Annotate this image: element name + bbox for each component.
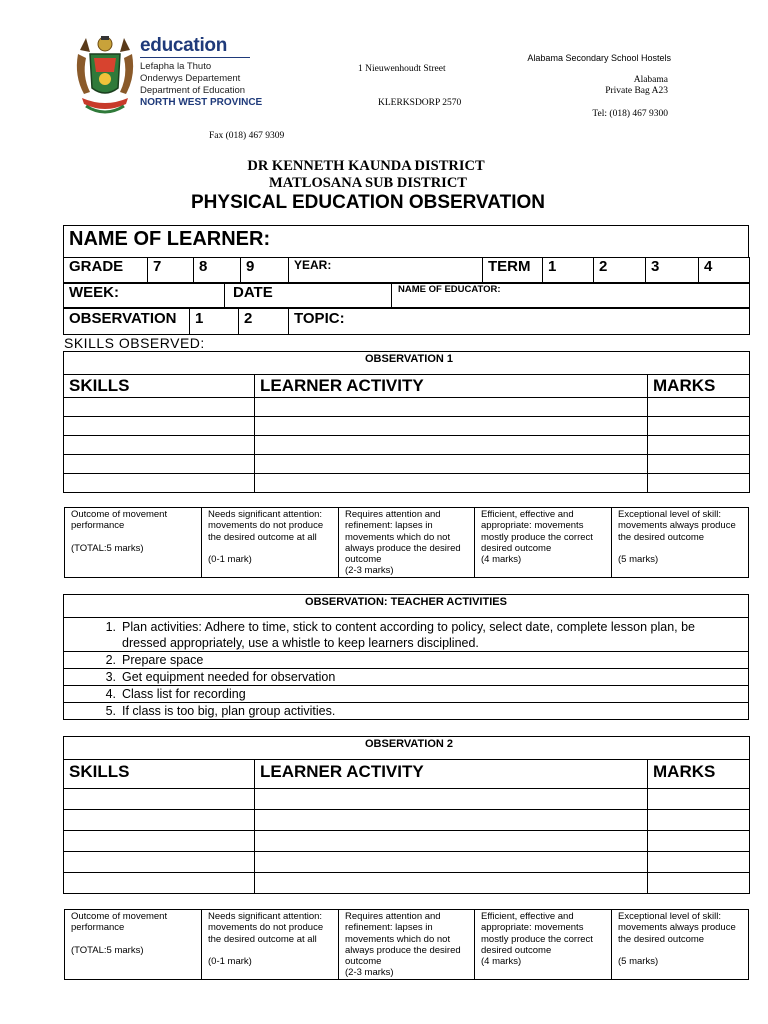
- obs2-activity-cell[interactable]: [255, 852, 648, 873]
- obs1-skills-header: SKILLS: [64, 375, 255, 398]
- topic-field[interactable]: TOPIC:: [289, 308, 750, 335]
- term-4-option[interactable]: 4: [699, 258, 750, 284]
- teacher-activity-number: 4.: [105, 687, 116, 701]
- rubric-refinement-text: Requires attention and refinement: lapses in movements which do not always produce the desired outcome: [345, 911, 461, 968]
- obs2-activity-cell[interactable]: [255, 810, 648, 831]
- teacher-activity-text: Plan activities: Adhere to time, stick to content according to policy, select date, complete lesson plan, be dressed appropriately, use a whistle to keep learners disciplined.: [122, 620, 695, 650]
- address-fax: Fax (018) 467 9309: [209, 131, 285, 141]
- rubric-exceptional-cell: [612, 910, 749, 980]
- rubric-total: (TOTAL:5 marks): [71, 542, 144, 554]
- rubric-efficient-marks: (4 marks): [481, 956, 522, 968]
- week-row: [63, 282, 750, 309]
- rubric-efficient-text: Efficient, effective and appropriate: movements mostly produce the correct desired outcome: [481, 911, 593, 956]
- obs1-activity-cell[interactable]: [255, 474, 648, 493]
- district-heading: DR KENNETH KAUNDA DISTRICT: [247, 158, 485, 174]
- obs1-activity-cell[interactable]: [255, 398, 648, 417]
- teacher-activity-text: If class is too big, plan group activities.: [122, 704, 336, 718]
- obs1-skill-cell[interactable]: [64, 436, 255, 455]
- rubric-refinement-cell: [339, 508, 475, 578]
- date-field[interactable]: DATE: [225, 283, 392, 309]
- rubric-table-2: [64, 909, 749, 980]
- obs2-marks-cell[interactable]: [648, 873, 750, 894]
- rubric-total: (TOTAL:5 marks): [71, 944, 144, 956]
- obs2-marks-cell[interactable]: [648, 789, 750, 810]
- obs1-marks-cell[interactable]: [648, 436, 750, 455]
- rubric-needs-attention-marks: (0-1 mark): [208, 955, 252, 967]
- rubric-outcome-cell: [65, 910, 202, 980]
- obs2-skill-cell[interactable]: [64, 852, 255, 873]
- teacher-activity-number: 1.: [105, 620, 116, 634]
- obs1-marks-cell[interactable]: [648, 474, 750, 493]
- teacher-activity-text: Prepare space: [122, 653, 204, 667]
- obs2-skills-header: SKILLS: [64, 760, 255, 789]
- obs1-activity-header: LEARNER ACTIVITY: [255, 375, 648, 398]
- teacher-activity-text: Get equipment needed for observation: [122, 670, 336, 684]
- grade-row: [63, 257, 750, 284]
- logo-text-block: [140, 36, 262, 109]
- name-of-learner-cell[interactable]: [64, 226, 749, 258]
- rubric-needs-attention-cell: [202, 910, 339, 980]
- address-street: 1 Nieuwenhoudt Street: [358, 64, 446, 74]
- logo-line-1: Lefapha la Thuto: [140, 61, 212, 72]
- obs2-skill-cell[interactable]: [64, 873, 255, 894]
- grade-7-option[interactable]: 7: [148, 258, 194, 284]
- teacher-activity-item: [64, 652, 749, 669]
- teacher-activity-item: [64, 703, 749, 720]
- teacher-activity-number: 5.: [105, 704, 116, 718]
- observation-row: [63, 307, 750, 335]
- week-field[interactable]: WEEK:: [64, 283, 225, 309]
- grade-8-option[interactable]: 8: [194, 258, 241, 284]
- obs1-skill-cell[interactable]: [64, 417, 255, 436]
- teacher-activities-table: [63, 594, 749, 720]
- obs1-activity-cell[interactable]: [255, 436, 648, 455]
- rubric-outcome-text: Outcome of movement performance: [71, 509, 168, 532]
- coat-of-arms-icon: [72, 32, 138, 122]
- logo-title: education: [140, 35, 228, 56]
- observation-1-title: OBSERVATION 1: [64, 352, 750, 375]
- rubric-needs-attention-text: Needs significant attention: movements do not produce the desired outcome at all: [208, 509, 324, 543]
- rubric-needs-attention-cell: [202, 508, 339, 578]
- address-hostel: Alabama Secondary School Hostels: [527, 53, 671, 63]
- term-3-option[interactable]: 3: [646, 258, 699, 284]
- year-field[interactable]: YEAR:: [289, 258, 483, 284]
- obs2-skill-cell[interactable]: [64, 831, 255, 852]
- rubric-efficient-marks: (4 marks): [481, 554, 522, 566]
- rubric-efficient-cell: [475, 910, 612, 980]
- term-2-option[interactable]: 2: [594, 258, 646, 284]
- obs2-marks-cell[interactable]: [648, 831, 750, 852]
- rubric-outcome-cell: [65, 508, 202, 578]
- educator-field[interactable]: NAME OF EDUCATOR:: [392, 283, 750, 309]
- obs1-marks-cell[interactable]: [648, 455, 750, 474]
- obs2-marks-cell[interactable]: [648, 852, 750, 873]
- rubric-table-1: [64, 507, 749, 578]
- teacher-activities-title: OBSERVATION: TEACHER ACTIVITIES: [64, 595, 749, 618]
- observation-1-option[interactable]: 1: [190, 308, 239, 335]
- address-area: Alabama: [633, 75, 668, 85]
- rubric-outcome-text: Outcome of movement performance: [71, 911, 168, 934]
- obs1-activity-cell[interactable]: [255, 455, 648, 474]
- obs1-marks-header: MARKS: [648, 375, 750, 398]
- obs1-marks-cell[interactable]: [648, 398, 750, 417]
- teacher-activity-item: [64, 669, 749, 686]
- rubric-exceptional-cell: [612, 508, 749, 578]
- rubric-refinement-marks: (2-3 marks): [345, 565, 394, 577]
- obs2-activity-cell[interactable]: [255, 873, 648, 894]
- observation-2-title: OBSERVATION 2: [64, 737, 750, 760]
- obs2-activity-header: LEARNER ACTIVITY: [255, 760, 648, 789]
- address-tel: Tel: (018) 467 9300: [592, 109, 668, 119]
- rubric-exceptional-text: Exceptional level of skill: movements always produce the desired outcome: [618, 911, 736, 945]
- rubric-efficient-text: Efficient, effective and appropriate: movements mostly produce the correct desired outcome: [481, 509, 593, 554]
- rubric-exceptional-marks: (5 marks): [618, 553, 659, 565]
- obs1-skill-cell[interactable]: [64, 398, 255, 417]
- obs2-activity-cell[interactable]: [255, 789, 648, 810]
- obs2-marks-header: MARKS: [648, 760, 750, 789]
- rubric-exceptional-text: Exceptional level of skill: movements always produce the desired outcome: [618, 509, 736, 543]
- obs2-skill-cell[interactable]: [64, 789, 255, 810]
- address-bag: Private Bag A23: [605, 86, 668, 96]
- grade-label: GRADE: [64, 258, 148, 284]
- page-title: PHYSICAL EDUCATION OBSERVATION: [191, 192, 545, 213]
- skills-observed-heading: SKILLS OBSERVED:: [64, 335, 205, 351]
- obs1-skill-cell[interactable]: [64, 455, 255, 474]
- obs2-marks-cell[interactable]: [648, 810, 750, 831]
- rubric-needs-attention-text: Needs significant attention: movements do not produce the desired outcome at all: [208, 911, 324, 945]
- teacher-activity-item: [64, 686, 749, 703]
- grade-9-option[interactable]: 9: [241, 258, 289, 284]
- observation-2-option[interactable]: 2: [239, 308, 289, 335]
- observation-2-table: [63, 736, 750, 894]
- rubric-needs-attention-marks: (0-1 mark): [208, 553, 252, 565]
- term-label: TERM: [483, 258, 543, 284]
- logo-line-2: Onderwys Departement: [140, 73, 241, 84]
- observation-1-table: [63, 351, 750, 493]
- rubric-refinement-marks: (2-3 marks): [345, 967, 394, 979]
- teacher-activity-number: 3.: [105, 670, 116, 684]
- teacher-activity-item: [64, 618, 749, 652]
- observation-label: OBSERVATION: [64, 308, 190, 335]
- subdistrict-heading: MATLOSANA SUB DISTRICT: [269, 175, 467, 191]
- address-city: KLERKSDORP 2570: [378, 98, 462, 108]
- rubric-refinement-cell: [339, 910, 475, 980]
- obs1-marks-cell[interactable]: [648, 417, 750, 436]
- name-of-learner-label: NAME OF LEARNER:: [69, 228, 271, 250]
- rubric-efficient-cell: [475, 508, 612, 578]
- learner-info-table: [63, 225, 749, 258]
- teacher-activity-text: Class list for recording: [122, 687, 246, 701]
- logo-line-3: Department of Education: [140, 85, 246, 96]
- obs1-skill-cell[interactable]: [64, 474, 255, 493]
- obs2-skill-cell[interactable]: [64, 810, 255, 831]
- rubric-refinement-text: Requires attention and refinement: lapses in movements which do not always produce the desired outcome: [345, 509, 461, 566]
- obs2-activity-cell[interactable]: [255, 831, 648, 852]
- teacher-activity-number: 2.: [105, 653, 116, 667]
- logo-province: NORTH WEST PROVINCE: [140, 97, 263, 108]
- term-1-option[interactable]: 1: [543, 258, 594, 284]
- obs1-activity-cell[interactable]: [255, 417, 648, 436]
- rubric-exceptional-marks: (5 marks): [618, 955, 659, 967]
- logo-divider: [140, 57, 250, 58]
